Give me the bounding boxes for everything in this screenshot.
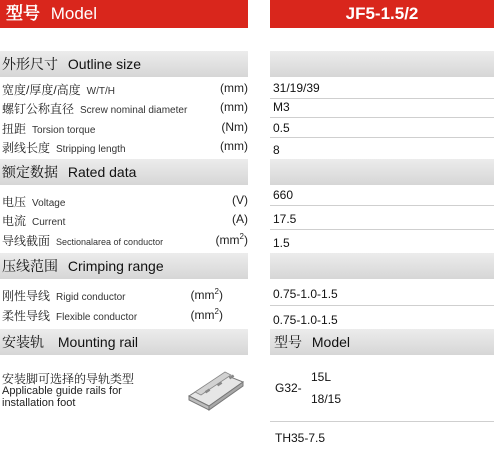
rail-th-value: TH35-7.5 bbox=[275, 431, 326, 445]
rated-row-value: 660 bbox=[273, 188, 294, 202]
rated-row-unit: (V) bbox=[232, 193, 248, 207]
rated-row-unit bbox=[198, 232, 248, 247]
crimping-row-unit bbox=[173, 287, 223, 302]
unit-close: ) bbox=[244, 233, 248, 247]
row-divider bbox=[270, 117, 494, 118]
unit-superscript: 2 bbox=[214, 287, 219, 296]
crimping-row-value: 0.75-1.0-1.5 bbox=[273, 313, 338, 327]
outline-row-en: Torsion torque bbox=[32, 125, 96, 136]
model-value-bar bbox=[270, 0, 494, 28]
crimping-row bbox=[2, 287, 248, 305]
row-divider bbox=[270, 305, 494, 306]
rail-section-cn: 安装轨 bbox=[2, 334, 44, 350]
unit-text: (mm bbox=[190, 288, 215, 302]
outline-row-unit: (mm) bbox=[220, 81, 248, 95]
crimping-section-header-right bbox=[270, 253, 494, 279]
rated-row-en: Voltage bbox=[32, 198, 66, 209]
rail-description-cn: 安装脚可选择的导轨类型 bbox=[2, 372, 135, 386]
rail-section-header-right bbox=[270, 329, 494, 355]
rail-model-cn: 型号 bbox=[274, 334, 302, 350]
model-header-en: Model bbox=[50, 4, 98, 23]
rated-row-en: Sectionalarea of conductor bbox=[56, 237, 164, 247]
outline-row-unit: (mm) bbox=[220, 139, 248, 153]
crimping-row-unit bbox=[173, 307, 223, 322]
outline-section-en: Outline size bbox=[67, 56, 142, 72]
outline-row-en: Stripping length bbox=[56, 144, 126, 155]
crimping-row bbox=[2, 307, 248, 325]
rail-section-header bbox=[0, 329, 248, 355]
crimping-row-en: Rigid conductor bbox=[56, 292, 126, 303]
unit-close: ) bbox=[219, 288, 223, 302]
row-divider bbox=[270, 421, 494, 422]
crimping-section-header bbox=[0, 253, 248, 279]
din-rail-image bbox=[185, 366, 247, 412]
rated-row-value: 1.5 bbox=[273, 236, 290, 250]
crimping-row-en: Flexible conductor bbox=[56, 312, 138, 323]
outline-row-cn: 剥线长度 bbox=[2, 141, 51, 155]
rail-section-en: Mounting rail bbox=[57, 334, 139, 350]
crimping-section-cn: 压线范围 bbox=[2, 258, 58, 274]
outline-row-cn: 螺钉公称直径 bbox=[2, 102, 75, 116]
outline-row-value: 0.5 bbox=[273, 121, 290, 135]
rail-g32-label: G32- bbox=[275, 381, 302, 395]
outline-section-cn: 外形尺寸 bbox=[2, 56, 58, 72]
model-value: JF5-1.5/2 bbox=[345, 4, 419, 23]
outline-row bbox=[2, 139, 248, 157]
rated-row bbox=[2, 212, 248, 230]
crimping-row-cn: 刚性导线 bbox=[2, 289, 51, 303]
model-header-cn: 型号 bbox=[6, 4, 40, 23]
rated-row-value: 17.5 bbox=[273, 212, 297, 226]
outline-row-cn: 扭距 bbox=[2, 122, 27, 136]
row-divider bbox=[270, 98, 494, 99]
outline-row bbox=[2, 120, 248, 138]
rated-row bbox=[2, 232, 248, 250]
outline-row-en: Screw nominal diameter bbox=[80, 105, 188, 116]
rated-row bbox=[2, 193, 248, 211]
unit-superscript: 2 bbox=[214, 307, 219, 316]
crimping-section-en: Crimping range bbox=[67, 258, 164, 274]
rated-row-cn: 电流 bbox=[2, 214, 27, 228]
outline-row-value: M3 bbox=[273, 100, 290, 114]
outline-section-header-right bbox=[270, 51, 494, 77]
outline-row-unit: (mm) bbox=[220, 100, 248, 114]
outline-row bbox=[2, 81, 248, 99]
unit-text: (mm bbox=[215, 233, 240, 247]
row-divider bbox=[270, 205, 494, 206]
rail-description-en-2: installation foot bbox=[2, 397, 76, 409]
rated-row-unit: (A) bbox=[232, 212, 248, 226]
outline-row bbox=[2, 100, 248, 118]
row-divider bbox=[270, 137, 494, 138]
rated-section-en: Rated data bbox=[67, 164, 137, 180]
rail-g32-option-15l: 15L bbox=[311, 370, 332, 384]
unit-superscript: 2 bbox=[239, 232, 244, 241]
rated-row-cn: 导线截面 bbox=[2, 234, 51, 248]
outline-row-value: 8 bbox=[273, 143, 280, 157]
rated-section-header-right bbox=[270, 159, 494, 185]
rated-row-cn: 电压 bbox=[2, 195, 27, 209]
rated-section-header bbox=[0, 159, 248, 185]
rated-section-cn: 额定数据 bbox=[2, 164, 58, 180]
unit-close: ) bbox=[219, 308, 223, 322]
rail-description-en-1: Applicable guide rails for bbox=[2, 385, 122, 397]
model-header-bar bbox=[0, 0, 248, 28]
rated-row-en: Current bbox=[32, 217, 66, 228]
crimping-row-cn: 柔性导线 bbox=[2, 309, 51, 323]
outline-row-cn: 宽度/厚度/高度 bbox=[2, 83, 81, 97]
outline-row-value: 31/19/39 bbox=[273, 81, 320, 95]
row-divider bbox=[270, 229, 494, 230]
unit-text: (mm bbox=[190, 308, 215, 322]
outline-section-header bbox=[0, 51, 248, 77]
outline-row-en: W/T/H bbox=[86, 86, 115, 97]
rail-g32-option-18-15: 18/15 bbox=[311, 392, 342, 406]
crimping-row-value: 0.75-1.0-1.5 bbox=[273, 287, 338, 301]
outline-row-unit: (Nm) bbox=[221, 120, 248, 134]
rail-model-en: Model bbox=[311, 334, 351, 350]
